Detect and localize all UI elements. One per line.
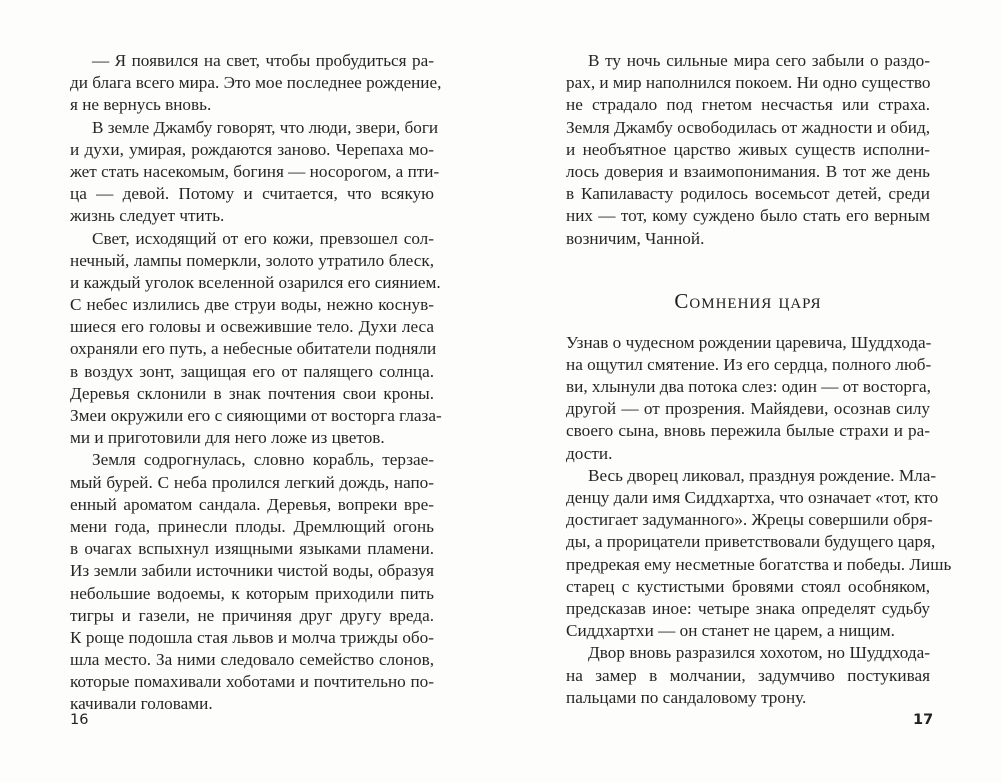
- text-line: Узнав о чудесном рождении царевича, Шуддхода-: [566, 332, 932, 352]
- text-line: другой — от прозрения. Майядеви, осознав силу: [566, 399, 930, 419]
- text-line: тигры и газели, не причиняя друг другу вреда.: [70, 605, 434, 625]
- text-line: Весь дворец ликовал, празднуя рождение. Мла-: [588, 465, 937, 485]
- text-line: достигает задуманного». Жрецы совершили обря-: [566, 510, 933, 530]
- text-line: шиеся его головы и освежившие тело. Духи леса: [70, 317, 434, 337]
- right-page: [566, 50, 952, 709]
- page-number-right: 17: [913, 712, 934, 728]
- text-line: ди блага всего мира. Это мое последнее рождение,: [70, 73, 442, 93]
- text-line: С небес излились две струи воды, нежно коснув-: [70, 295, 434, 315]
- text-line: пальцами по сандаловому трону.: [566, 687, 807, 707]
- paragraph: [566, 332, 930, 465]
- text-line: в Капилавасту родилось восемьсот детей, среди: [566, 184, 930, 204]
- text-line: рах, и мир наполнился покоем. Ни одно существо: [566, 73, 931, 93]
- text-line: жизнь следует чтить.: [70, 206, 225, 226]
- text-line: Сиддхартхи — он станет не царем, а нищим.: [566, 621, 895, 641]
- text-line: не страдало под гнетом несчастья или страха.: [566, 95, 930, 115]
- text-line: охраняли его путь, а небесные обитатели подняли: [70, 339, 437, 359]
- text-line: жет стать насекомым, богиня — носорогом, а пти-: [70, 161, 440, 181]
- paragraph: [566, 642, 930, 709]
- text-line: ми и приготовили для него ложе из цветов.: [70, 428, 385, 448]
- paragraph: [70, 117, 440, 228]
- text-line: В ту ночь сильные мира сего забыли о раздо-: [588, 51, 930, 70]
- text-line: ца — девой. Потому и считается, что всякую: [70, 184, 434, 204]
- text-line: качивали головами.: [70, 694, 213, 714]
- text-line: предсказав иное: четыре знака определят судьбу: [566, 598, 930, 618]
- text-line: и необъятное царство живых существ исполни-: [566, 139, 930, 159]
- text-line: в очагах вспыхнул изящными языками пламени.: [70, 539, 434, 559]
- text-line: Из земли забили источники чистой воды, образуя: [70, 561, 434, 581]
- text-line: и каждый уголок вселенной озарился его сиянием.: [70, 272, 441, 292]
- text-line: мени года, принесли плоды. Дремлющий огонь: [70, 516, 434, 536]
- text-line: Деревья склонили в знак почтения свои кроны.: [70, 383, 434, 403]
- text-line: которые помахивали хоботами и почтительно по-: [70, 672, 434, 692]
- text-line: я не вернусь вновь.: [70, 95, 212, 115]
- text-line: них — тот, кому суждено было стать его верным: [566, 206, 930, 226]
- text-line: Двор вновь разразился хохотом, но Шуддхода-: [588, 643, 930, 663]
- text-line: и духи, умирая, рождаются заново. Черепаха мо-: [70, 139, 434, 159]
- text-line: ды, а прорицатели приветствовали будущего царя,: [566, 532, 936, 552]
- text-line: — Я появился на свет, чтобы пробудиться ра-: [92, 51, 434, 70]
- text-line: енный ароматом сандала. Деревья, вопреки вре-: [70, 494, 434, 514]
- text-line: В земле Джамбу говорят, что люди, звери, боги: [92, 117, 439, 137]
- text-line: предрекая ему несметные богатства и победы. Лишь: [566, 554, 952, 574]
- text-line: старец с кустистыми бровями стоял особняком,: [566, 576, 930, 596]
- text-line: мый бурей. С неба пролился легкий дождь, напо-: [70, 472, 434, 492]
- text-line: Земля Джамбу освободилась от жадности и обид,: [566, 117, 930, 137]
- text-line: Свет, исходящий от его кожи, превзошел сол-: [92, 228, 434, 248]
- text-line: лось доверия и взаимопонимания. В тот же день: [566, 161, 930, 181]
- text-line: в воздух зонт, защищая его от палящего солнца.: [70, 361, 434, 381]
- text-line: нечный, лампы померкли, золото утратило блеск,: [70, 250, 434, 270]
- text-line: небольшие водоемы, к которым приходили пить: [70, 583, 434, 603]
- text-line: денцу дали имя Сиддхартха, что означает «тот, кто: [566, 488, 939, 507]
- text-line: Земля содрогнулась, словно корабль, терзае-: [92, 450, 434, 470]
- text-line: возничим, Чанной.: [566, 228, 705, 248]
- text-line: на ощутил смятение. Из его сердца, полного люб-: [566, 354, 932, 374]
- text-line: на замер в молчании, задумчиво постукивая: [566, 665, 930, 685]
- left-page: [70, 50, 442, 716]
- paragraph: [70, 50, 442, 117]
- text-line: Змеи окружили его с сияющими от восторга глаза-: [70, 406, 442, 425]
- text-line: К роще подошла стая львов и молча трижды обо-: [70, 627, 434, 647]
- page-number-left: 16: [70, 712, 89, 728]
- text-line: шла место. За ними следовало семейство слонов,: [70, 650, 434, 670]
- text-line: дости.: [566, 443, 613, 463]
- chapter-heading: Сомнения царя: [674, 288, 822, 313]
- paragraph: [566, 465, 952, 643]
- paragraph: [566, 50, 930, 250]
- text-line: ви, хлынули два потока слез: один — от восторга,: [566, 377, 931, 397]
- paragraph: [70, 449, 434, 715]
- text-line: своего сына, вновь пережила былые страхи и ра-: [566, 421, 930, 441]
- paragraph: [70, 228, 442, 450]
